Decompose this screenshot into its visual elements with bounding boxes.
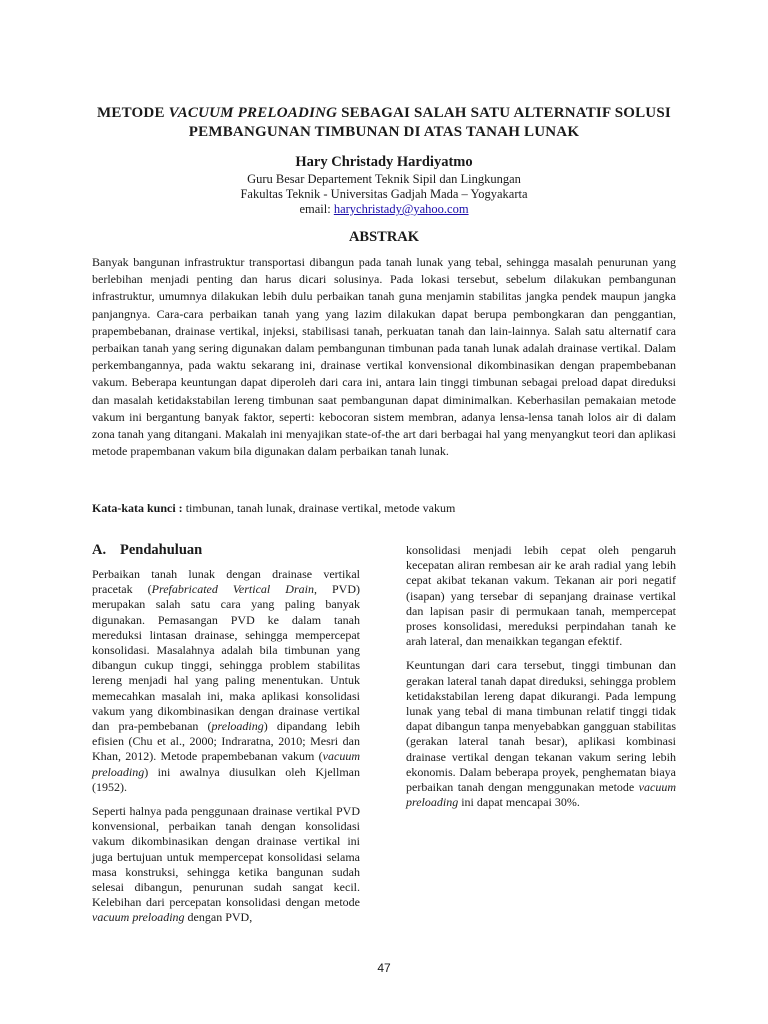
left-paragraph-2: Seperti halnya pada penggunaan drainase vertikal PVD konvensional, perbaikan tanah dengan konsolidasi vakum dikombinasikan dengan drainase vertikal ini juga bertujuan untuk mempercepat konsolidasi selama masa konstruksi, sehingga ketika bangunan sudah selesai dibangun, penurunan sudah sangat kecil. Kelebihan dari percepatan konsolidasi dengan metode vacuum preloading dengan PVD, [92,804,360,925]
section-number: A. [92,542,107,558]
author-name: Hary Christady Hardiyatmo [295,154,473,170]
author-email-line [80,202,688,217]
keywords [92,501,676,516]
left-column [92,567,360,935]
author-affiliation-2: Fakultas Teknik - Universitas Gadjah Mada – Yogyakarta [240,187,528,201]
abstract-heading: ABSTRAK [348,229,420,245]
email-link[interactable]: harychristady@yahoo.com [333,202,469,216]
right-paragraph-2: Keuntungan dari cara tersebut, tinggi timbunan dan gerakan lateral tanah dapat direduksi, sehingga problem ketidakstabilan lereng dapat dikurangi. Pada lempung lunak yang tebal di mana timbunan relatif tinggi tidak dapat dibangun tanpa menyebabkan gangguan stabilitas (gerakan lateral tanah besar), aplikasi kombinasi drainase vertikal dengan tekanan vakum sering lebih ekonomis. Dalam beberapa proyek, penghematan biaya perbaikan tanah dengan menggunakan metode vacuum preloading ini dapat mencapai 30%. [406,658,676,810]
right-column [406,543,676,819]
title-line-1: METODE VACUUM PRELOADING SEBAGAI SALAH SATU ALTERNATIF SOLUSI [97,105,671,121]
keywords-list: timbunan, tanah lunak, drainase vertikal, metode vakum [182,501,456,515]
email-label: email: [299,202,334,216]
abstract-text: Banyak bangunan infrastruktur transportasi dibangun pada tanah lunak yang tebal, sehingga masalah penurunan yang berlebihan menjadi penting dan harus dicari solusinya. Pada lokasi tersebut, sebelum dilakukan pembangunan infrastruktur, umumnya dilakukan lebih dulu perbaikan tanah guna menjamin stabilitas jangka pendek maupun jangka panjangnya. Cara-cara perbaikan tanah yang yang lazim dilakukan dapat berupa pembongkaran dan penggantian, prapembebanan, drainase vertikal, injeksi, stabilisasi tanah, perkuatan tanah dan lain-lainnya. Salah satu alternatif cara perbaikan tanah yang sering digunakan dalam pembangunan timbunan pada tanah lunak adalah drainase vertikal. Dalam perkembangannya, pada waktu sekarang ini, drainase vertikal konvensional dikombinasikan dengan prapembebanan vakum. Beberapa keuntungan dapat diperoleh dari cara ini, antara lain tinggi timbunan sebagai preload dapat direduksi dan masalah ketidakstabilan lereng timbunan saat pembangunan dapat diminimalkan. Keberhasilan pemakaian metode vakum ini bergantung banyak faktor, seperti: kebocoran sistem membran, adanya lensa-lensa tanah lolos air di dalam zona tanah yang ditangani. Makalah ini menyajikan state-of-the art dari berbagai hal yang menyangkut teori dan aplikasi metode prapembanan vakum bila digunakan dalam perbaikan tanah lunak. [92,255,676,459]
right-paragraph-1: konsolidasi menjadi lebih cepat oleh pengaruh kecepatan aliran rembesan air ke arah radial yang lebih cepat akibat tekanan vakum. Tekanan air pori negatif (isapan) yang tersebar di sepanjang drainase vertikal dan lapisan pasir di permukaan tanah, mempercepat proses konsolidasi, mereduksi perpindahan tanah ke arah lateral, dan menaikkan tegangan efektif. [406,543,676,649]
title-line-2: PEMBANGUNAN TIMBUNAN DI ATAS TANAH LUNAK [188,124,580,140]
section-title: Pendahuluan [120,542,203,558]
section-heading [92,542,202,559]
keywords-label: Kata-kata kunci : [92,501,183,515]
page-number: 47 [377,961,391,975]
left-paragraph-1: Perbaikan tanah lunak dengan drainase vertikal pracetak (Prefabricated Vertical Drain, PVD) merupakan salah satu cara yang paling banyak digunakan. Pemasangan PVD ke dalam tanah mereduksi lintasan drainase, sehingga mempercepat konsolidasi. Masalahnya adalah bila timbunan yang dibangun cukup tinggi, sehingga problem stabilitas lereng menjadi hal yang paling menentukan. Untuk memecahkan masalah ini, maka aplikasi konsolidasi vakum yang dikombinasikan dengan drainase vertikal dan pra-pembebanan (preloading) dipandang lebih efisien (Chu et al., 2000; Indraratna, 2010; Mesri dan Khan, 2012). Metode prapembebanan vakum (vacuum preloading) ini awalnya diusulkan oleh Kjellman (1952). [92,567,360,794]
paper-title [80,104,688,142]
author-affiliation-1: Guru Besar Departement Teknik Sipil dan Lingkungan [247,172,521,186]
